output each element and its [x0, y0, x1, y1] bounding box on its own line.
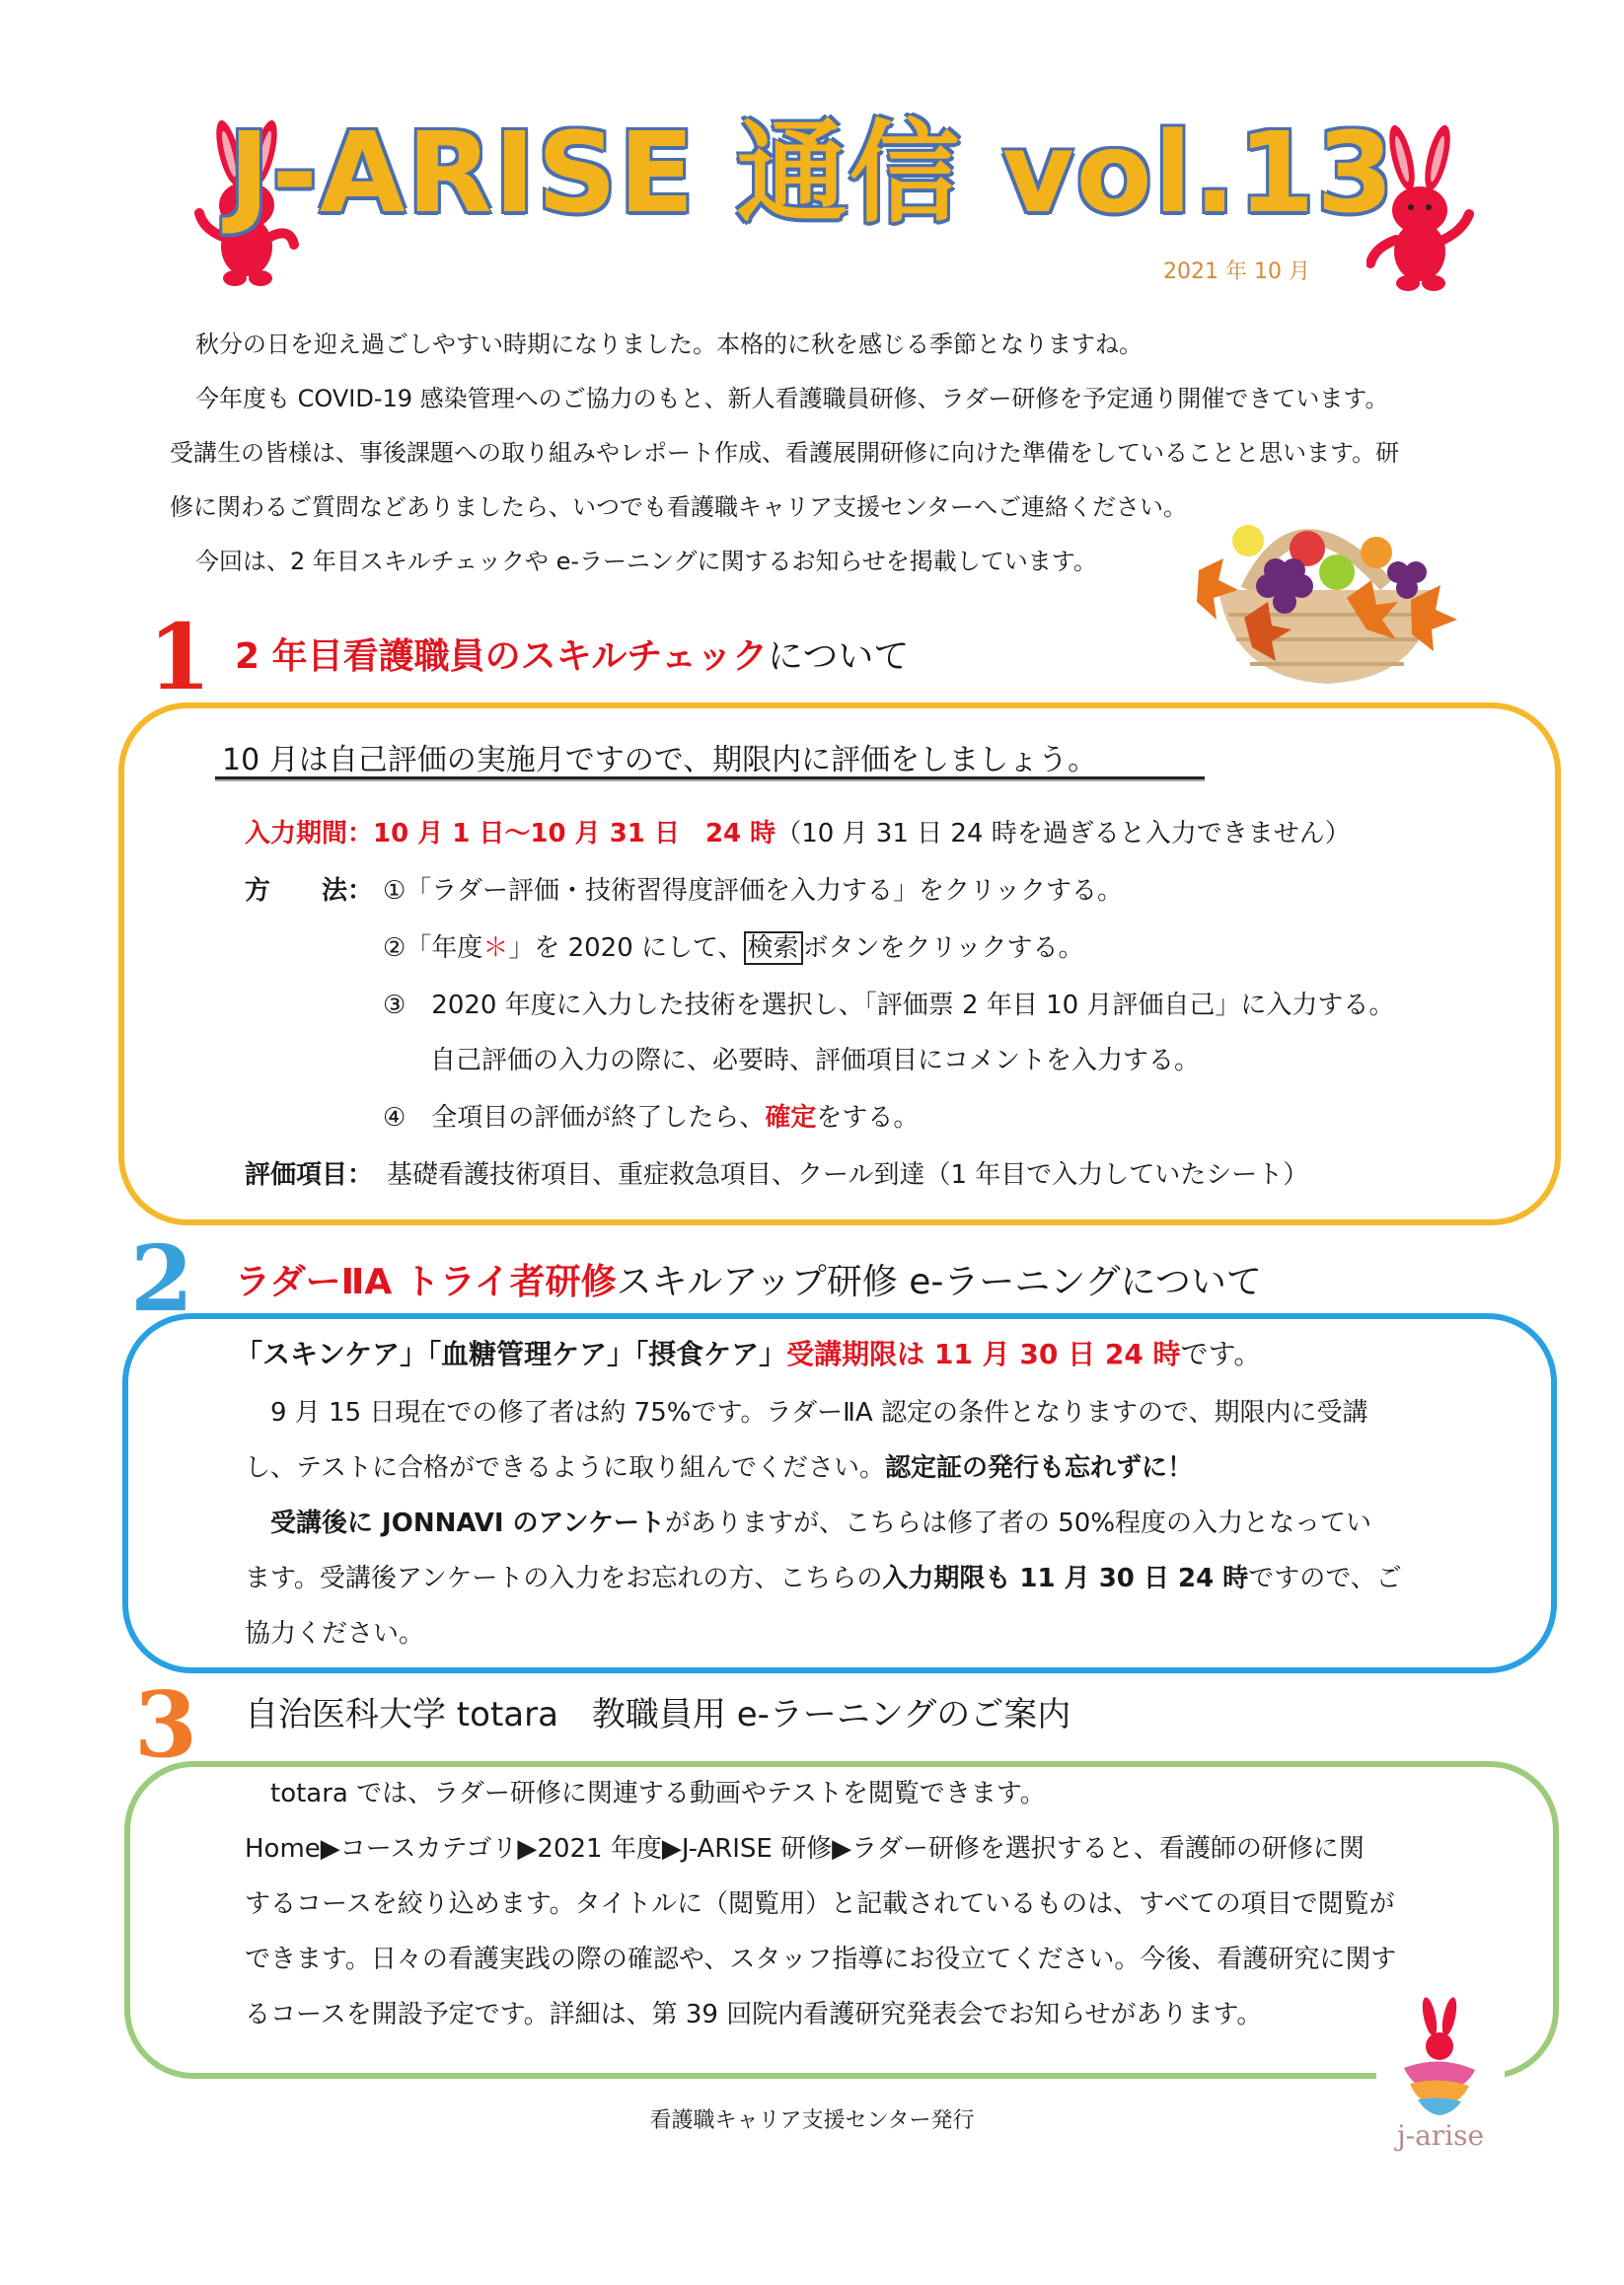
intro-paragraph: 受講生の皆様は、事後課題への取り組みやレポート作成、看護展開研修に向けた準備をしていることと思います。研 [170, 439, 1400, 467]
section-lead: 10 月は自己評価の実施月ですので、期限内に評価をしましょう。 [222, 743, 1098, 777]
method-step: ④ 全項目の評価が終了したら、確定をする。 [383, 1103, 920, 1133]
method-step: ①「ラダー評価・技術習得度評価を入力する」をクリックする。 [383, 876, 1124, 906]
section-number: 1 [148, 604, 212, 710]
lead-underline [215, 776, 1205, 779]
intro-paragraph: 今年度も COVID-19 感染管理へのご協力のもと、新人看護職員研修、ラダー研修を予定通り開催できています。 [195, 385, 1389, 412]
section-title: ラダーⅡA トライ者研修スキルアップ研修 e-ラーニングについて [235, 1262, 1262, 1302]
method-step: ②「年度＊」を 2020 にして、 検索 ボタンをクリックする。 [383, 933, 1084, 963]
intro-paragraph: 秋分の日を迎え過ごしやすい時期になりました。本格的に秋を感じる季節となりますね。 [195, 331, 1143, 358]
section-lead: 「スキンケア」「血糖管理ケア」「摂食ケア」受講期限は 11 月 30 日 24 時です。 [235, 1338, 1262, 1370]
method-step-note: 自己評価の入力の際に、必要時、評価項目にコメントを入力する。 [430, 1046, 1201, 1075]
section-number: 2 [130, 1225, 194, 1332]
fruit-basket-illustration [1189, 481, 1465, 694]
intro-paragraph: 今回は、2 年目スキルチェックや e-ラーニングに関するお知らせを掲載しています。 [195, 548, 1097, 575]
method-step: ③ 2020 年度に入力した技術を選択し、「評価票 2 年目 10 月評価自己」に入力する。 [383, 991, 1395, 1020]
search-button-label: 検索 [744, 931, 803, 965]
publisher-credit: 看護職キャリア支援センター発行 [649, 2108, 975, 2133]
section-title: 自治医科大学 totara 教職員用 e-ラーニングのご案内 [245, 1695, 1071, 1734]
section-number: 3 [134, 1671, 198, 1778]
section-title: 2 年目看護職員のスキルチェックについて [235, 636, 910, 677]
input-period: 入力期間：10 月 1 日～10 月 31 日 24 時（10 月 31 日 24 時を過ぎると入力できません） [245, 819, 1351, 848]
section-body: 9 月 15 日現在での修了者は約 75%です。ラダーⅡA 認定の条件となりますので、期限内に受講 し、テストに合格ができるように取り組んでください。認定証の発行も忘れずに！ 受講後に JONNAVI のアンケートがありますが、こちらは修了者の 50%程度の入力となってい ます。受講後アンケートの入力をお忘れの方、こちらの入力期限も 11 月 30 日 24 時ですので、ご 協力ください。 [245, 1398, 1402, 1649]
method-label: 方 法： [245, 876, 374, 906]
logo-text: j-arise [1396, 2119, 1485, 2152]
section-body: totara では、ラダー研修に関連する動画やテストを閲覧できます。 Home▶コースカテゴリ▶2021 年度▶J-ARISE 研修▶ラダー研修を選択すると、看護師の研修に関 するコースを絞り込めます。タイトルに（閲覧用）と記載されているものは、すべての項目で閲覧が できます。日々の看護実践の際の確認や、スタッフ指導にお役立てください。今後、看護研究に関す るコースを開設予定です。詳細は、第 39 回院内看護研究発表会でお知らせがあります。 [245, 1779, 1397, 2029]
issue-date: 2021 年 10 月 [1163, 259, 1310, 284]
newsletter-title: J-ARISE 通信 vol.13 [228, 110, 1396, 238]
intro-paragraph: 修に関わるご質問などありましたら、いつでも看護職キャリア支援センターへご連絡ください。 [170, 493, 1188, 521]
evaluation-items: 評価項目： 基礎看護技術項目、重症救急項目、クール到達（1 年目で入力していたシート） [245, 1160, 1309, 1190]
